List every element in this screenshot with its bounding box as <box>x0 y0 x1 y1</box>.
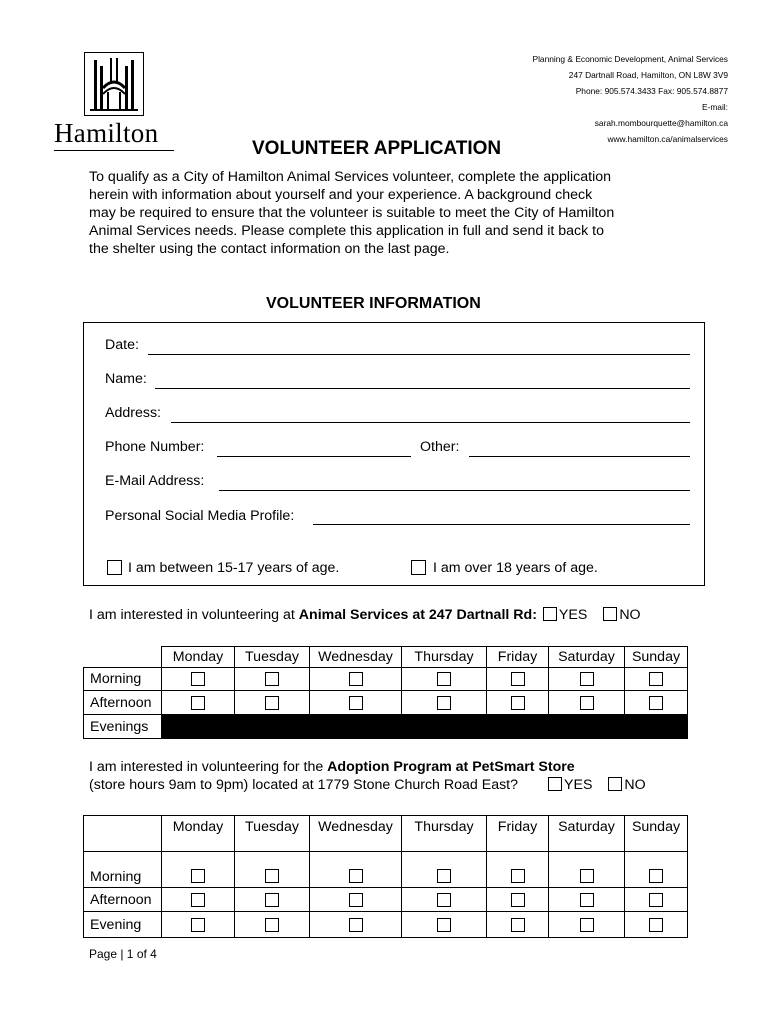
unavailable-cell <box>310 715 402 739</box>
adoption-afternoon-thursday-checkbox[interactable] <box>437 893 451 907</box>
age-15-17-checkbox[interactable] <box>107 560 122 575</box>
social-media-label: Personal Social Media Profile: <box>105 508 295 524</box>
intro-line: may be required to ensure that the volunteer is suitable to meet the City of Hamilton <box>89 205 615 221</box>
row-label-afternoon: Afternoon <box>84 888 162 912</box>
shelter-morning-wednesday-checkbox[interactable] <box>349 672 363 686</box>
row-label-morning: Morning <box>84 668 162 691</box>
shelter-yes-checkbox[interactable] <box>543 607 557 621</box>
shelter-morning-friday-checkbox[interactable] <box>511 672 525 686</box>
adoption-morning-friday-checkbox[interactable] <box>511 869 525 883</box>
adoption-morning-monday-checkbox[interactable] <box>191 869 205 883</box>
adoption-yes-checkbox[interactable] <box>548 777 562 791</box>
unavailable-cell <box>487 715 549 739</box>
day-header-thursday: Thursday <box>402 647 487 668</box>
adoption-afternoon-wednesday-checkbox[interactable] <box>349 893 363 907</box>
row-label-evening: Evening <box>84 912 162 938</box>
day-header-saturday: Saturday <box>549 647 625 668</box>
contact-line-email-label: E-mail: <box>701 102 728 112</box>
table-row <box>84 852 688 888</box>
day-header-saturday: Saturday <box>549 816 625 852</box>
shelter-schedule-table <box>83 646 688 739</box>
adoption-interest-question-line2 <box>89 777 646 793</box>
intro-line: Animal Services needs. Please complete this application in full and send it back to <box>89 223 604 239</box>
age-18-checkbox[interactable] <box>411 560 426 575</box>
age-15-17-label: I am between 15-17 years of age. <box>128 560 340 576</box>
adoption-evening-wednesday-checkbox[interactable] <box>349 918 363 932</box>
adoption-afternoon-saturday-checkbox[interactable] <box>580 893 594 907</box>
name-field[interactable] <box>155 388 690 389</box>
adoption-question-location: Adoption Program at PetSmart Store <box>327 759 575 775</box>
adoption-evening-friday-checkbox[interactable] <box>511 918 525 932</box>
adoption-morning-tuesday-checkbox[interactable] <box>265 869 279 883</box>
day-header-thursday: Thursday <box>402 816 487 852</box>
shelter-morning-saturday-checkbox[interactable] <box>580 672 594 686</box>
adoption-evening-thursday-checkbox[interactable] <box>437 918 451 932</box>
age-18-label: I am over 18 years of age. <box>433 560 598 576</box>
logo-wordmark: Hamilton <box>54 118 159 148</box>
phone-label: Phone Number: <box>105 439 205 455</box>
address-label: Address: <box>105 405 161 421</box>
date-field[interactable] <box>148 354 690 355</box>
contact-line-phone: Phone: 905.574.3433 Fax: 905.574.8877 <box>575 86 728 96</box>
hamilton-logo-icon <box>84 52 144 116</box>
shelter-morning-sunday-checkbox[interactable] <box>649 672 663 686</box>
unavailable-cell <box>625 715 688 739</box>
intro-paragraph <box>89 168 674 258</box>
contact-line-email[interactable]: sarah.mombourquette@hamilton.ca <box>594 118 728 128</box>
shelter-afternoon-wednesday-checkbox[interactable] <box>349 696 363 710</box>
contact-line-department: Planning & Economic Development, Animal Services <box>532 54 728 64</box>
adoption-evening-sunday-checkbox[interactable] <box>649 918 663 932</box>
adoption-evening-monday-checkbox[interactable] <box>191 918 205 932</box>
document-title: VOLUNTEER APPLICATION <box>252 138 502 159</box>
section-title: VOLUNTEER INFORMATION <box>266 295 481 312</box>
address-field[interactable] <box>171 422 690 423</box>
adoption-afternoon-monday-checkbox[interactable] <box>191 893 205 907</box>
intro-line: To qualify as a City of Hamilton Animal Services volunteer, complete the application <box>89 169 612 185</box>
day-header-tuesday: Tuesday <box>235 816 310 852</box>
shelter-yes-label: YES <box>558 607 588 623</box>
adoption-question-details: (store hours 9am to 9pm) located at 1779 Stone Church Road East? <box>89 777 519 793</box>
row-label-evenings: Evenings <box>84 715 162 739</box>
shelter-no-label: NO <box>619 607 641 623</box>
adoption-no-label: NO <box>624 777 646 793</box>
other-phone-field[interactable] <box>469 456 690 457</box>
contact-block <box>532 51 728 147</box>
shelter-morning-thursday-checkbox[interactable] <box>437 672 451 686</box>
table-corner <box>84 647 162 668</box>
date-label: Date: <box>105 337 139 353</box>
shelter-afternoon-sunday-checkbox[interactable] <box>649 696 663 710</box>
adoption-schedule-table <box>83 815 688 938</box>
shelter-question-location: Animal Services at 247 Dartnall Rd: <box>298 607 537 623</box>
table-row <box>84 888 688 912</box>
adoption-morning-sunday-checkbox[interactable] <box>649 869 663 883</box>
adoption-morning-saturday-checkbox[interactable] <box>580 869 594 883</box>
shelter-interest-question <box>89 607 641 623</box>
table-row <box>84 715 688 739</box>
adoption-morning-thursday-checkbox[interactable] <box>437 869 451 883</box>
table-row <box>84 912 688 938</box>
shelter-afternoon-saturday-checkbox[interactable] <box>580 696 594 710</box>
row-label-morning: Morning <box>84 852 162 888</box>
social-media-field[interactable] <box>313 524 690 525</box>
day-header-wednesday: Wednesday <box>310 816 402 852</box>
day-header-wednesday: Wednesday <box>310 647 402 668</box>
day-header-friday: Friday <box>487 647 549 668</box>
contact-line-website[interactable]: www.hamilton.ca/animalservices <box>607 134 728 144</box>
table-row <box>84 668 688 691</box>
unavailable-cell <box>235 715 310 739</box>
day-header-friday: Friday <box>487 816 549 852</box>
day-header-monday: Monday <box>162 647 235 668</box>
shelter-afternoon-monday-checkbox[interactable] <box>191 696 205 710</box>
adoption-evening-saturday-checkbox[interactable] <box>580 918 594 932</box>
intro-line: the shelter using the contact information on the last page. <box>89 241 450 257</box>
name-label: Name: <box>105 371 147 387</box>
day-header-monday: Monday <box>162 816 235 852</box>
adoption-afternoon-tuesday-checkbox[interactable] <box>265 893 279 907</box>
unavailable-cell <box>162 715 235 739</box>
table-row <box>84 691 688 715</box>
shelter-no-checkbox[interactable] <box>603 607 617 621</box>
email-field[interactable] <box>219 490 690 491</box>
adoption-yes-label: YES <box>564 777 593 793</box>
logo-underline <box>54 150 174 151</box>
email-label: E-Mail Address: <box>105 473 205 489</box>
adoption-morning-wednesday-checkbox[interactable] <box>349 869 363 883</box>
adoption-afternoon-sunday-checkbox[interactable] <box>649 893 663 907</box>
adoption-interest-question <box>89 759 575 775</box>
shelter-question-text: I am interested in volunteering at <box>89 607 299 623</box>
row-label-afternoon: Afternoon <box>84 691 162 715</box>
other-phone-label: Other: <box>420 439 460 455</box>
shelter-morning-tuesday-checkbox[interactable] <box>265 672 279 686</box>
shelter-morning-monday-checkbox[interactable] <box>191 672 205 686</box>
adoption-afternoon-friday-checkbox[interactable] <box>511 893 525 907</box>
day-header-tuesday: Tuesday <box>235 647 310 668</box>
page-number: Page | 1 of 4 <box>89 947 157 961</box>
unavailable-cell <box>402 715 487 739</box>
unavailable-cell <box>549 715 625 739</box>
shelter-afternoon-friday-checkbox[interactable] <box>511 696 525 710</box>
phone-field[interactable] <box>217 456 411 457</box>
contact-line-address: 247 Dartnall Road, Hamilton, ON L8W 3V9 <box>568 70 728 80</box>
shelter-afternoon-thursday-checkbox[interactable] <box>437 696 451 710</box>
table-corner <box>84 816 162 852</box>
adoption-no-checkbox[interactable] <box>608 777 622 791</box>
intro-line: herein with information about yourself and your experience. A background check <box>89 187 593 203</box>
adoption-question-text: I am interested in volunteering for the <box>89 759 328 775</box>
day-header-sunday: Sunday <box>625 816 688 852</box>
adoption-evening-tuesday-checkbox[interactable] <box>265 918 279 932</box>
shelter-afternoon-tuesday-checkbox[interactable] <box>265 696 279 710</box>
day-header-sunday: Sunday <box>625 647 688 668</box>
